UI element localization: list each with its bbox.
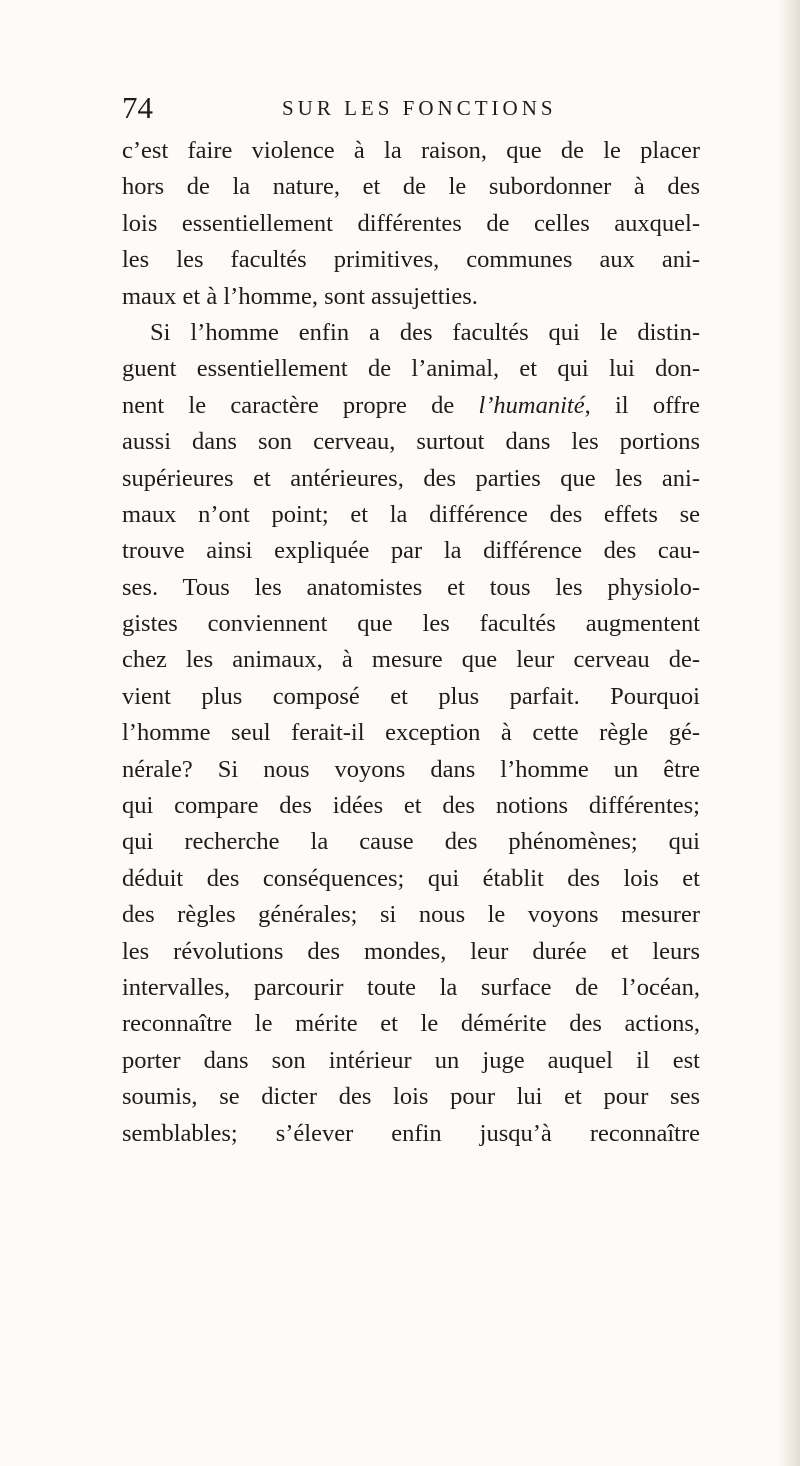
text-line: déduit des conséquences; qui établit des lois et	[122, 864, 700, 892]
text-line: reconnaître le mérite et le démérite des actions,	[122, 1010, 700, 1038]
text-line: porter dans son intérieur un juge auquel il est	[122, 1046, 700, 1074]
emphasized-word: l’humanité	[478, 391, 585, 419]
text-line: ses. Tous les anatomistes et tous les physiolo-	[122, 573, 700, 601]
text-line: qui recherche la cause des phénomènes; qui	[122, 828, 700, 856]
body-text	[122, 133, 700, 1152]
text-line: Si l’homme enfin a des facultés qui le distin-	[150, 318, 700, 346]
text-line: des règles générales; si nous le voyons mesurer	[122, 901, 700, 929]
text-line: gistes conviennent que les facultés augmentent	[122, 610, 700, 638]
text-line: trouve ainsi expliquée par la différence des cau-	[122, 537, 700, 565]
text-line: intervalles, parcourir toute la surface de l’océan,	[122, 973, 700, 1001]
text-line: vient plus composé et plus parfait. Pourquoi	[122, 682, 700, 710]
text-line: hors de la nature, et de le subordonner à des	[122, 173, 700, 201]
text-line: l’homme seul ferait-il exception à cette règle gé-	[122, 719, 700, 747]
text-line: nérale? Si nous voyons dans l’homme un être	[122, 755, 700, 783]
text-line: aussi dans son cerveau, surtout dans les portions	[122, 428, 700, 456]
text-line: les les facultés primitives, communes aux ani-	[122, 246, 700, 274]
text-line: soumis, se dicter des lois pour lui et pour ses	[122, 1083, 700, 1111]
text-line: semblables; s’élever enfin jusqu’à reconnaître	[122, 1119, 700, 1147]
text-line: les révolutions des mondes, leur durée et leurs	[122, 937, 700, 965]
text-line: c’est faire violence à la raison, que de le placer	[122, 137, 700, 164]
text-line: chez les animaux, à mesure que leur cerveau de-	[122, 646, 700, 674]
page-edge-shadow	[778, 0, 800, 1466]
text-line: maux n’ont point; et la différence des effets se	[122, 500, 700, 528]
page-header	[122, 88, 722, 128]
page-number: 74	[122, 90, 153, 125]
text-line: guent essentiellement de l’animal, et qui lui don-	[122, 355, 700, 383]
text-line: maux et à l’homme, sont assujetties.	[122, 282, 478, 310]
text-line: lois essentiellement différentes de celles auxquel-	[122, 209, 700, 237]
running-head: SUR LES FONCTIONS	[282, 96, 557, 120]
text-line: nent le caractère propre de l’humanité, il offre	[122, 391, 700, 419]
text-line: supérieures et antérieures, des parties que les ani-	[122, 464, 700, 492]
text-line: qui compare des idées et des notions différentes;	[122, 792, 700, 820]
